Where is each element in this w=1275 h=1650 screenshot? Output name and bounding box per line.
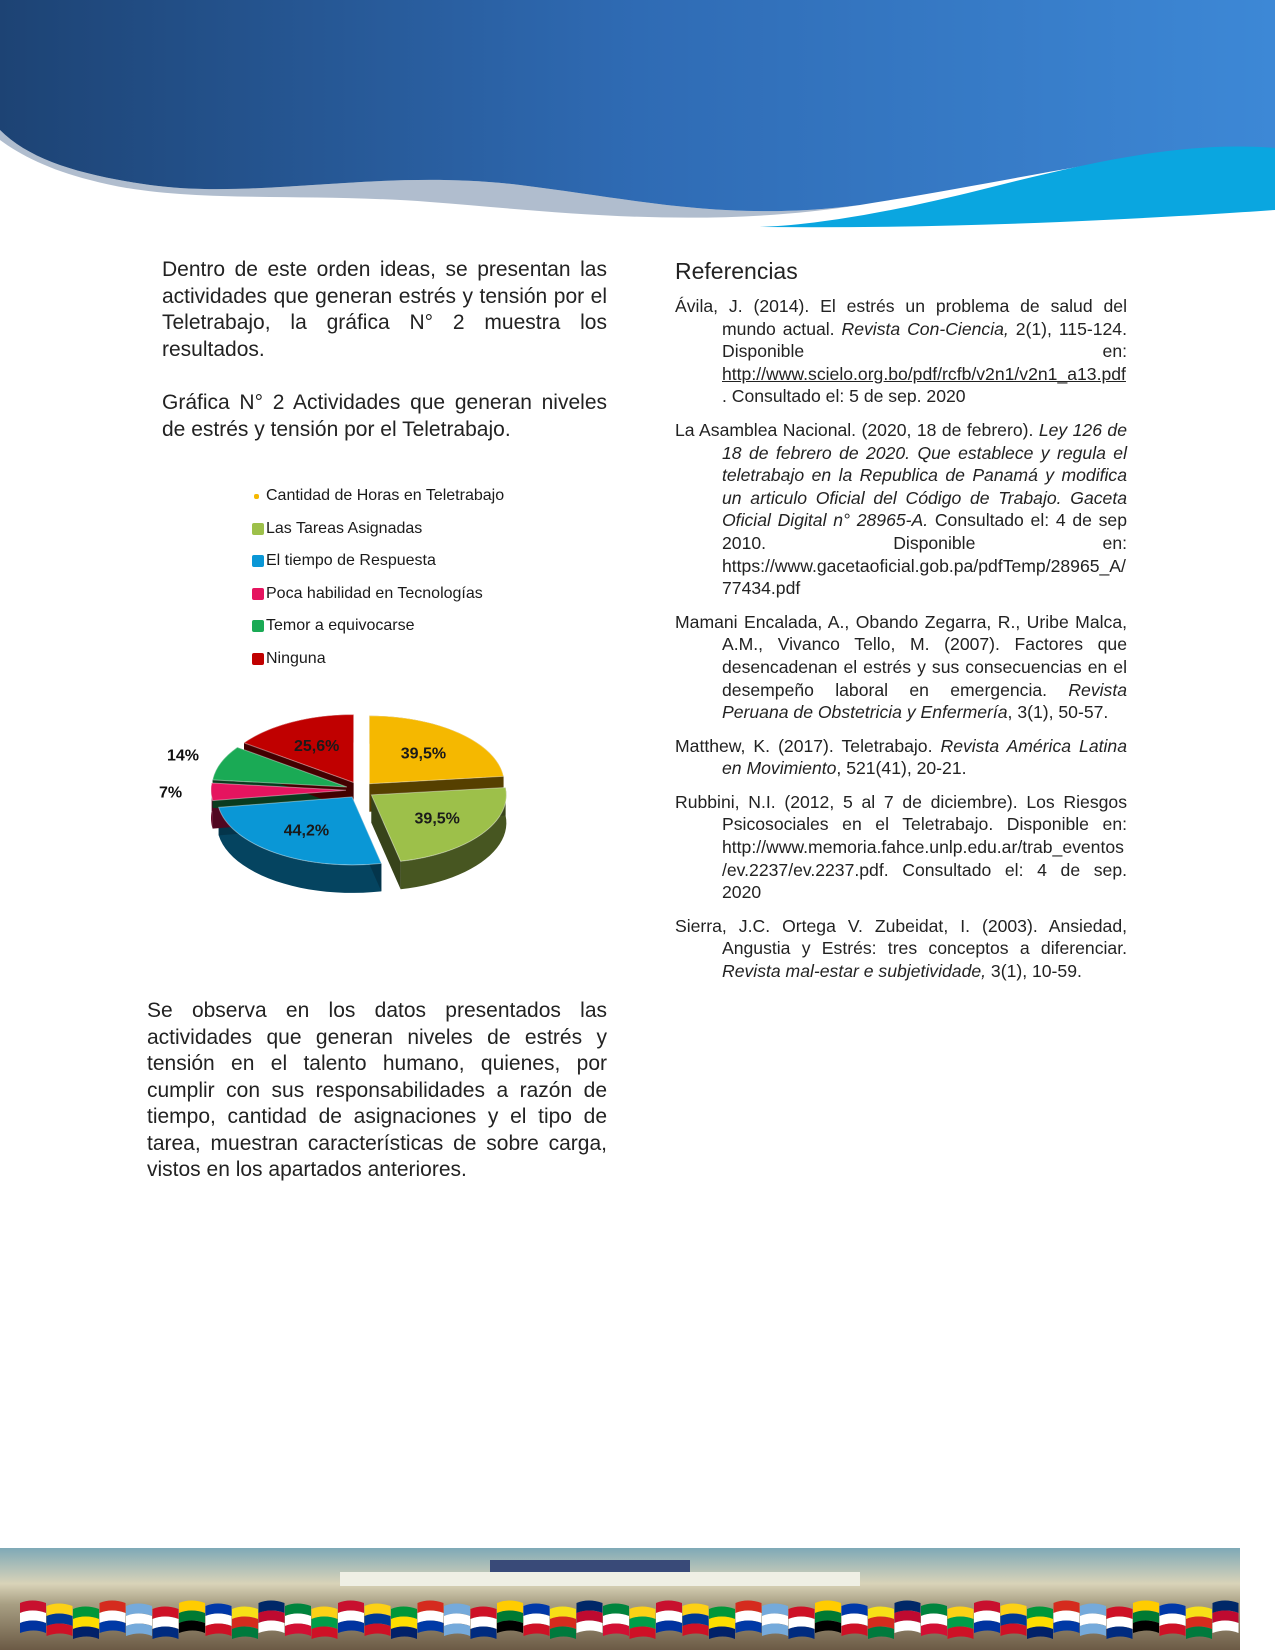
pie-data-label: 44,2%: [283, 822, 330, 840]
reference-journal: Ley 126 de 18 de febrero de 2020. Que establece y regula el teletrabajo en la Republica de Panamá y modifica un articulo Oficial del Código de Trabajo. Gaceta Oficial Digital n° 28965-A.: [722, 419, 1127, 531]
legend-item-tiempo: [252, 545, 504, 578]
legend-label: Las Tareas Asignadas: [266, 519, 423, 537]
reference-text: 2(1), 115-124. Disponible en:: [722, 318, 1127, 362]
conclusion-paragraph: Se observa en los datos presentados las actividades que generan niveles de estrés y tensión en el talento humano, quienes, por cumplir con sus responsabilidades a razón de tiempo, cantidad de asignaciones y el tipo de tarea, muestran características de sobre carga, vistos en los apartados anteriores.: [147, 999, 607, 1181]
legend-item-horas: [252, 480, 504, 513]
pie-chart: [158, 712, 560, 912]
reference-text: , 3(1), 50-57.: [1007, 702, 1109, 723]
reference-text: 3(1), 10-59.: [986, 961, 1082, 982]
reference-item: [675, 295, 1127, 408]
reference-text: , 521(41), 20-21.: [836, 758, 967, 779]
reference-journal: Revista América Latina en Movimiento: [722, 735, 1127, 779]
reference-link[interactable]: http://www.scielo.org.bo/pdf/rcfb/v2n1/v2n1_a13.pdf: [722, 363, 1126, 384]
pie-data-label: 14%: [166, 747, 199, 765]
legend-swatch: [252, 588, 264, 600]
reference-text: Ávila, J. (2014). El estrés un problema de salud del mundo actual.: [675, 296, 1127, 339]
pie-data-label: 39,5%: [414, 810, 460, 828]
legend-swatch: [252, 620, 264, 632]
reference-item: [675, 915, 1127, 983]
legend-label: Ninguna: [266, 649, 326, 667]
references-title: Referencias: [675, 258, 798, 284]
legend-label: Temor a equivocarse: [266, 617, 415, 635]
legend-label: Poca habilidad en Tecnologías: [266, 584, 483, 602]
legend-item-ninguna: [252, 643, 504, 676]
legend-item-tareas: [252, 513, 504, 546]
reference-text: Mamani Encalada, A., Obando Zegarra, R., Uribe Malca, A.M., Vivanco Tello, M. (2007). Factores que desencadenan el estrés y sus consecuencias en el desempeño laboral en emergencia.: [675, 611, 1127, 700]
reference-journal: Revista Con-Ciencia,: [841, 318, 1009, 339]
header-wave-banner: [0, 0, 1275, 240]
pie-data-label: 39,5%: [400, 745, 447, 763]
legend-swatch: [252, 523, 264, 535]
chart-legend: [252, 480, 504, 675]
chart-caption: Gráfica N° 2 Actividades que generan niveles de estrés y tensión por el Teletrabajo.: [162, 391, 607, 441]
pie-data-label: 25,6%: [293, 738, 340, 756]
reference-text: Consultado el: 4 de sep 2010. Disponible en: https://www.gacetaoficial.gob.pa/pdfTemp/28965_A/77434.pdf: [722, 510, 1127, 599]
reference-item: [675, 791, 1127, 904]
flags-photo: [0, 1548, 1240, 1650]
legend-label: El tiempo de Respuesta: [266, 552, 436, 570]
pie-data-label: 7%: [158, 784, 183, 802]
legend-item-habilidad: [252, 578, 504, 611]
legend-swatch: [252, 653, 264, 665]
legend-swatch: [254, 494, 259, 499]
legend-label: Cantidad de Horas en Teletrabajo: [266, 487, 505, 505]
reference-item: [675, 611, 1127, 724]
reference-text: Sierra, J.C. Ortega V. Zubeidat, I. (2003). Ansiedad, Angustia y Estrés: tres conceptos a diferenciar.: [675, 915, 1127, 959]
legend-item-temor: [252, 610, 504, 643]
reference-text: Matthew, K. (2017). Teletrabajo.: [675, 735, 941, 756]
intro-paragraph: Dentro de este orden ideas, se presentan las actividades que generan estrés y tensión por el Teletrabajo, la gráfica N° 2 muestra los resultados.: [162, 258, 607, 361]
reference-text: Rubbini, N.I. (2012, 5 al 7 de diciembre). Los Riesgos Psicosociales en el Teletrabajo. Disponible en: http://www.memoria.fahce.unlp.edu.ar/trab_eventos/ev.2237/ev.2237.pdf. Consultado el: 4 de sep. 2020: [675, 791, 1127, 903]
reference-journal: Revista mal-estar e subjetividade,: [722, 961, 987, 982]
reference-item: [675, 419, 1127, 600]
reference-text: . Consultado el: 5 de sep. 2020: [722, 386, 966, 407]
legend-swatch: [252, 555, 264, 567]
reference-journal: Revista Peruana de Obstetricia y Enfermería: [722, 679, 1127, 723]
reference-item: [675, 735, 1127, 780]
references-section: [675, 258, 1127, 994]
reference-text: La Asamblea Nacional. (2020, 18 de febrero).: [675, 419, 1039, 440]
